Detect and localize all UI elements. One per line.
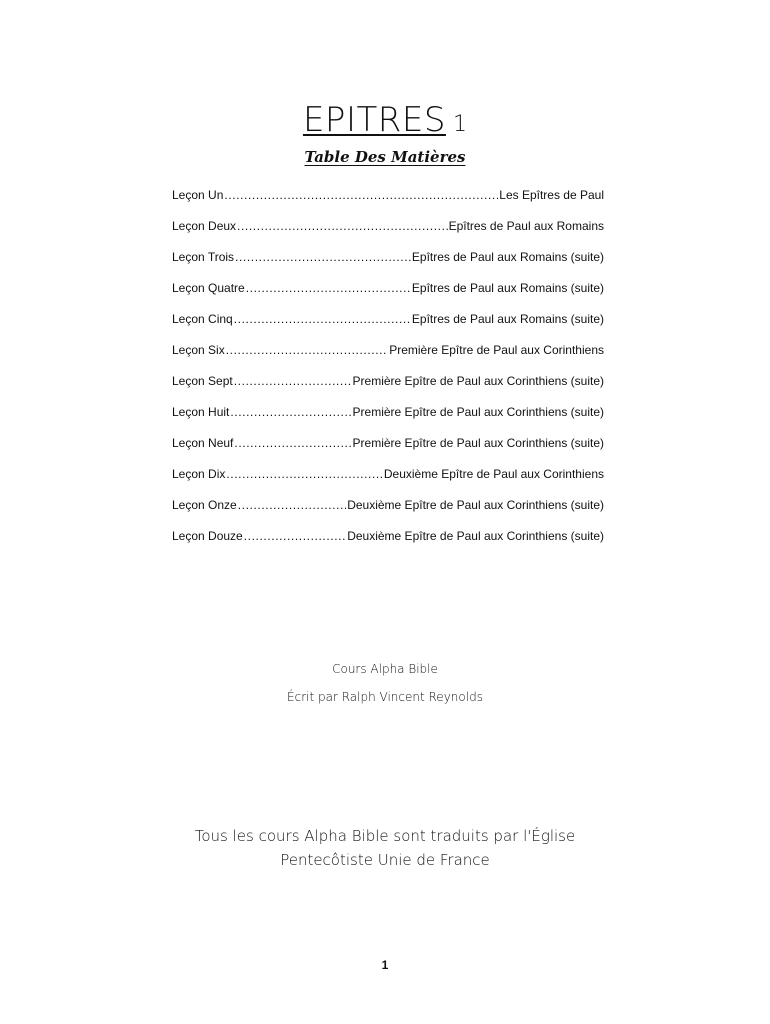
- toc-leader-dots: [226, 343, 389, 357]
- toc-topic: Première Epître de Paul aux Corinthiens (suite): [352, 374, 604, 388]
- toc-lesson: Leçon Douze: [172, 529, 243, 543]
- toc-topic: Epîtres de Paul aux Romains (suite): [411, 312, 604, 326]
- toc-row: [172, 250, 604, 281]
- toc-topic: Deuxième Epître de Paul aux Corinthiens: [383, 467, 604, 481]
- toc-row: [172, 312, 604, 343]
- toc-row: [172, 343, 604, 374]
- toc-lesson: Leçon Neuf: [172, 436, 234, 450]
- toc-row: [172, 405, 604, 436]
- toc-row: [172, 188, 604, 219]
- toc-topic: Epîtres de Paul aux Romains: [448, 219, 604, 233]
- toc-topic: Deuxième Epître de Paul aux Corinthiens (suite): [347, 498, 604, 512]
- table-of-contents: [172, 188, 604, 560]
- toc-row: [172, 498, 604, 529]
- toc-row: [172, 219, 604, 250]
- toc-row: [172, 374, 604, 405]
- toc-lesson: Leçon Un: [172, 188, 224, 202]
- toc-topic: Deuxième Epître de Paul aux Corinthiens (suite): [347, 529, 604, 543]
- toc-lesson: Leçon Huit: [172, 405, 230, 419]
- toc-topic: Epîtres de Paul aux Romains (suite): [411, 281, 604, 295]
- credits-block: [0, 662, 770, 718]
- toc-lesson: Leçon Cinq: [172, 312, 233, 326]
- toc-row: [172, 436, 604, 467]
- toc-leader-dots: [226, 467, 383, 481]
- translation-note-line-2: Pentecôtiste Unie de France: [280, 851, 490, 869]
- toc-row: [172, 529, 604, 560]
- document-title: [0, 100, 770, 140]
- toc-topic: Première Epître de Paul aux Corinthiens (suite): [352, 405, 604, 419]
- toc-leader-dots: [237, 219, 448, 233]
- toc-topic: Première Epître de Paul aux Corinthiens (suite): [352, 436, 604, 450]
- toc-topic: Epîtres de Paul aux Romains (suite): [411, 250, 604, 264]
- title-number: 1: [453, 112, 468, 137]
- toc-lesson: Leçon Onze: [172, 498, 237, 512]
- course-name: Cours Alpha Bible: [332, 662, 438, 676]
- toc-leader-dots: [234, 312, 411, 326]
- toc-leader-dots: [238, 498, 346, 512]
- title-text: EPITRES: [302, 100, 446, 140]
- toc-leader-dots: [224, 188, 498, 202]
- page-number: 1: [381, 958, 389, 972]
- toc-lesson: Leçon Dix: [172, 467, 226, 481]
- toc-lesson: Leçon Six: [172, 343, 225, 357]
- toc-lesson: Leçon Quatre: [172, 281, 245, 295]
- toc-row: [172, 467, 604, 498]
- toc-leader-dots: [234, 374, 352, 388]
- toc-leader-dots: [244, 529, 346, 543]
- toc-topic: Les Epîtres de Paul: [499, 188, 604, 202]
- table-of-contents-heading: Table Des Matières: [304, 148, 466, 166]
- toc-leader-dots: [230, 405, 351, 419]
- toc-row: [172, 281, 604, 312]
- toc-topic: Première Epître de Paul aux Corinthiens: [389, 343, 604, 357]
- translation-note: [0, 824, 770, 872]
- toc-lesson: Leçon Trois: [172, 250, 235, 264]
- author-line: Écrit par Ralph Vincent Reynolds: [287, 690, 483, 704]
- toc-leader-dots: [235, 250, 411, 264]
- toc-leader-dots: [246, 281, 411, 295]
- toc-lesson: Leçon Sept: [172, 374, 233, 388]
- toc-lesson: Leçon Deux: [172, 219, 237, 233]
- translation-note-line-1: Tous les cours Alpha Bible sont traduits par l'Église: [194, 827, 576, 845]
- toc-leader-dots: [234, 436, 351, 450]
